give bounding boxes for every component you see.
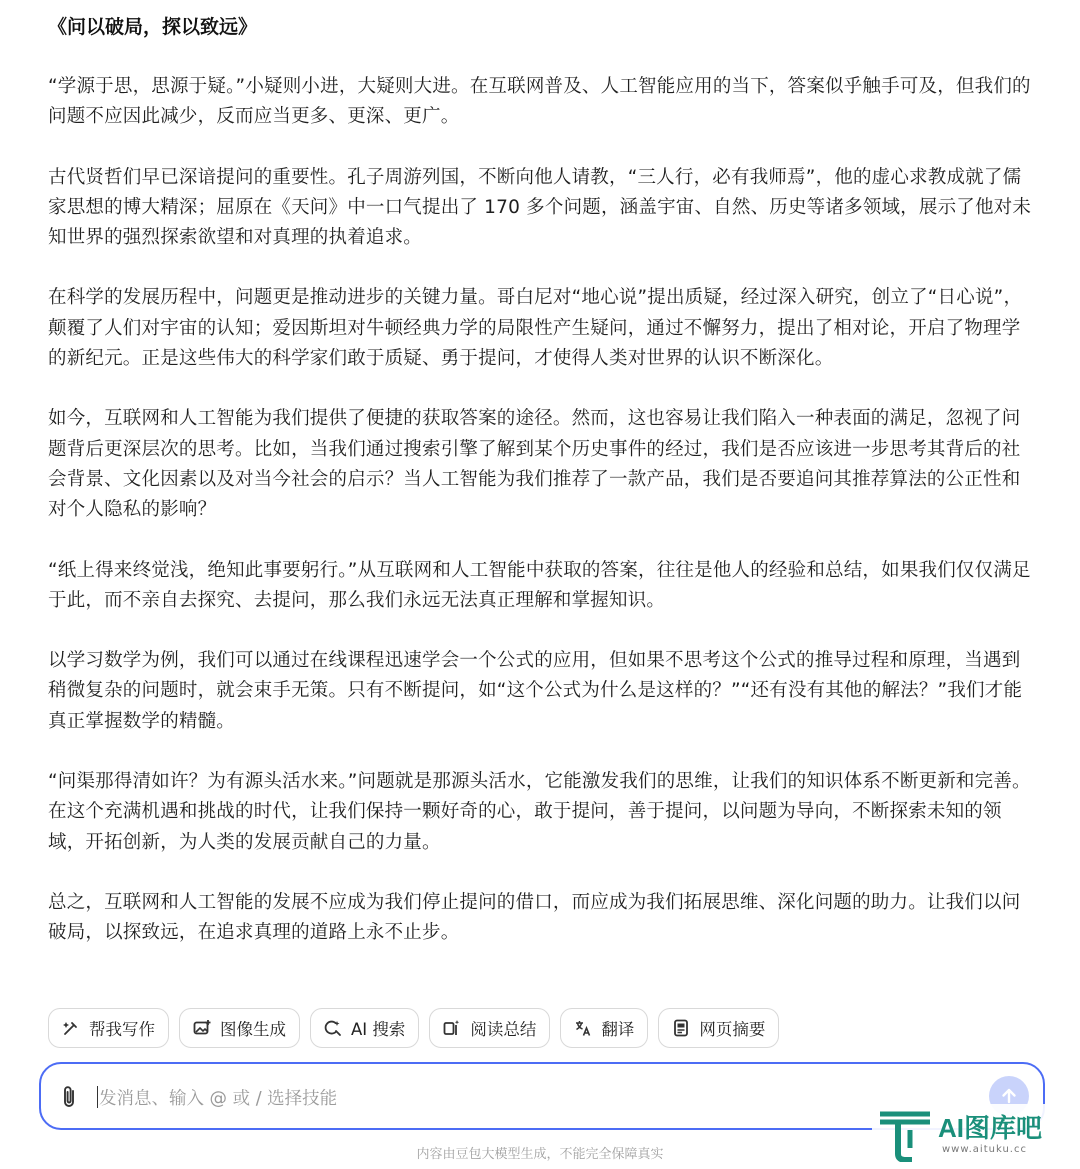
watermark-text: AI图库吧	[938, 1113, 1043, 1143]
pen-sparkle-icon	[61, 1018, 81, 1038]
search-sparkle-icon	[323, 1018, 343, 1038]
paragraph-6: 以学习数学为例，我们可以通过在线课程迅速学会一个公式的应用，但如果不思考这个公式的推导过程和原理，当遇到稍微复杂的问题时，就会束手无策。只有不断提问，如“这个公式为什么是这样的？”“还有没有其他的解法？”我们才能真正掌握数学的精髓。	[48, 650, 1023, 732]
paragraph-4: 如今，互联网和人工智能为我们提供了便捷的获取答案的途径。然而，这也容易让我们陷入一种表面的满足，忽视了问题背后更深层次的思考。比如，当我们通过搜索引擎了解到某个历史事件的经过，我们是否应该进一步思考其背后的社会背景、文化因素以及对当今社会的启示？当人工智能为我们推荐了一款产品，我们是否要追问其推荐算法的公正性和对个人隐私的影响？	[48, 408, 1021, 521]
text-caret	[97, 1086, 98, 1108]
paragraph-1: “学源于思，思源于疑。”小疑则小进，大疑则大进。在互联网普及、人工智能应用的当下，答案似乎触手可及，但我们的问题不应因此减少，反而应当更多、更深、更广。	[48, 76, 1031, 128]
translate-button[interactable]	[560, 1008, 648, 1048]
paragraph-7: “问渠那得清如许？为有源头活水来。”问题就是那源头活水，它能激发我们的思维，让我们的知识体系不断更新和完善。在这个充满机遇和挑战的时代，让我们保持一颗好奇的心，敢于提问，善于提问，以问题为导向，不断探索未知的领域，开拓创新，为人类的发展贡献自己的力量。	[48, 771, 1031, 853]
paragraph-5: “纸上得来终觉浅，绝知此事要躬行。”从互联网和人工智能中获取的答案，往往是他人的经验和总结，如果我们仅仅满足于此，而不亲自去探究、去提问，那么我们永远无法真正理解和掌握知识。	[48, 559, 1031, 611]
article-title: 《问以破局，探以致远》	[48, 16, 258, 38]
paragraph-2: 古代贤哲们早已深谙提问的重要性。孔子周游列国，不断向他人请教，“三人行，必有我师焉”，他的虚心求教成就了儒家思想的博大精深；屈原在《天问》中一口气提出了 170 多个问题，涵盖宇宙、自然、历史等诸多领域，展示了他对未知世界的强烈探索欲望和对真理的执着追求。	[48, 166, 1032, 249]
image-generate-button-label: 图像生成	[220, 1020, 286, 1039]
image-plus-icon	[192, 1018, 212, 1038]
chat-input-placeholder: 发消息、输入 @ 或 / 选择技能	[99, 1089, 338, 1109]
webpage-summary-button[interactable]	[658, 1008, 779, 1048]
paragraph-3: 在科学的发展历程中，问题更是推动进步的关键力量。哥白尼对“地心说”提出质疑，经过深入研究，创立了“日心说”，颠覆了人们对宇宙的认知；爱因斯坦对牛顿经典力学的局限性产生疑问，通过不懈努力，提出了相对论，开启了物理学的新纪元。正是这些伟大的科学家们敢于质疑、勇于提问，才使得人类对世界的认识不断深化。	[48, 287, 1023, 370]
watermark-url: www.aituku.cc	[942, 1144, 1027, 1155]
translate-button-label: 翻译	[601, 1020, 635, 1039]
ai-search-button-label: AI 搜索	[351, 1020, 406, 1039]
ai-search-button[interactable]	[310, 1008, 419, 1048]
read-summary-button-label: 阅读总结	[470, 1020, 537, 1039]
read-summary-button[interactable]	[429, 1008, 550, 1048]
paragraph-8: 总之，互联网和人工智能的发展不应成为我们停止提问的借口，而应成为我们拓展思维、深化问题的助力。让我们以问破局，以探致远，在追求真理的道路上永不止步。	[48, 891, 1021, 944]
write-button[interactable]	[48, 1008, 169, 1048]
ai-disclaimer: 内容由豆包大模型生成，不能完全保障真实	[416, 1147, 664, 1162]
image-generate-button[interactable]	[179, 1008, 300, 1048]
skill-toolbar	[48, 1008, 779, 1050]
webpage-icon	[671, 1018, 691, 1038]
paperclip-icon[interactable]	[59, 1084, 81, 1110]
arrow-up-icon	[999, 1086, 1019, 1106]
watermark-logo-icon	[876, 1108, 934, 1162]
watermark	[872, 1104, 1072, 1166]
article	[48, 8, 1038, 949]
webpage-summary-button-label: 网页摘要	[699, 1020, 766, 1039]
translate-icon	[573, 1018, 593, 1038]
read-summary-icon	[442, 1018, 462, 1038]
write-button-label: 帮我写作	[89, 1020, 155, 1039]
